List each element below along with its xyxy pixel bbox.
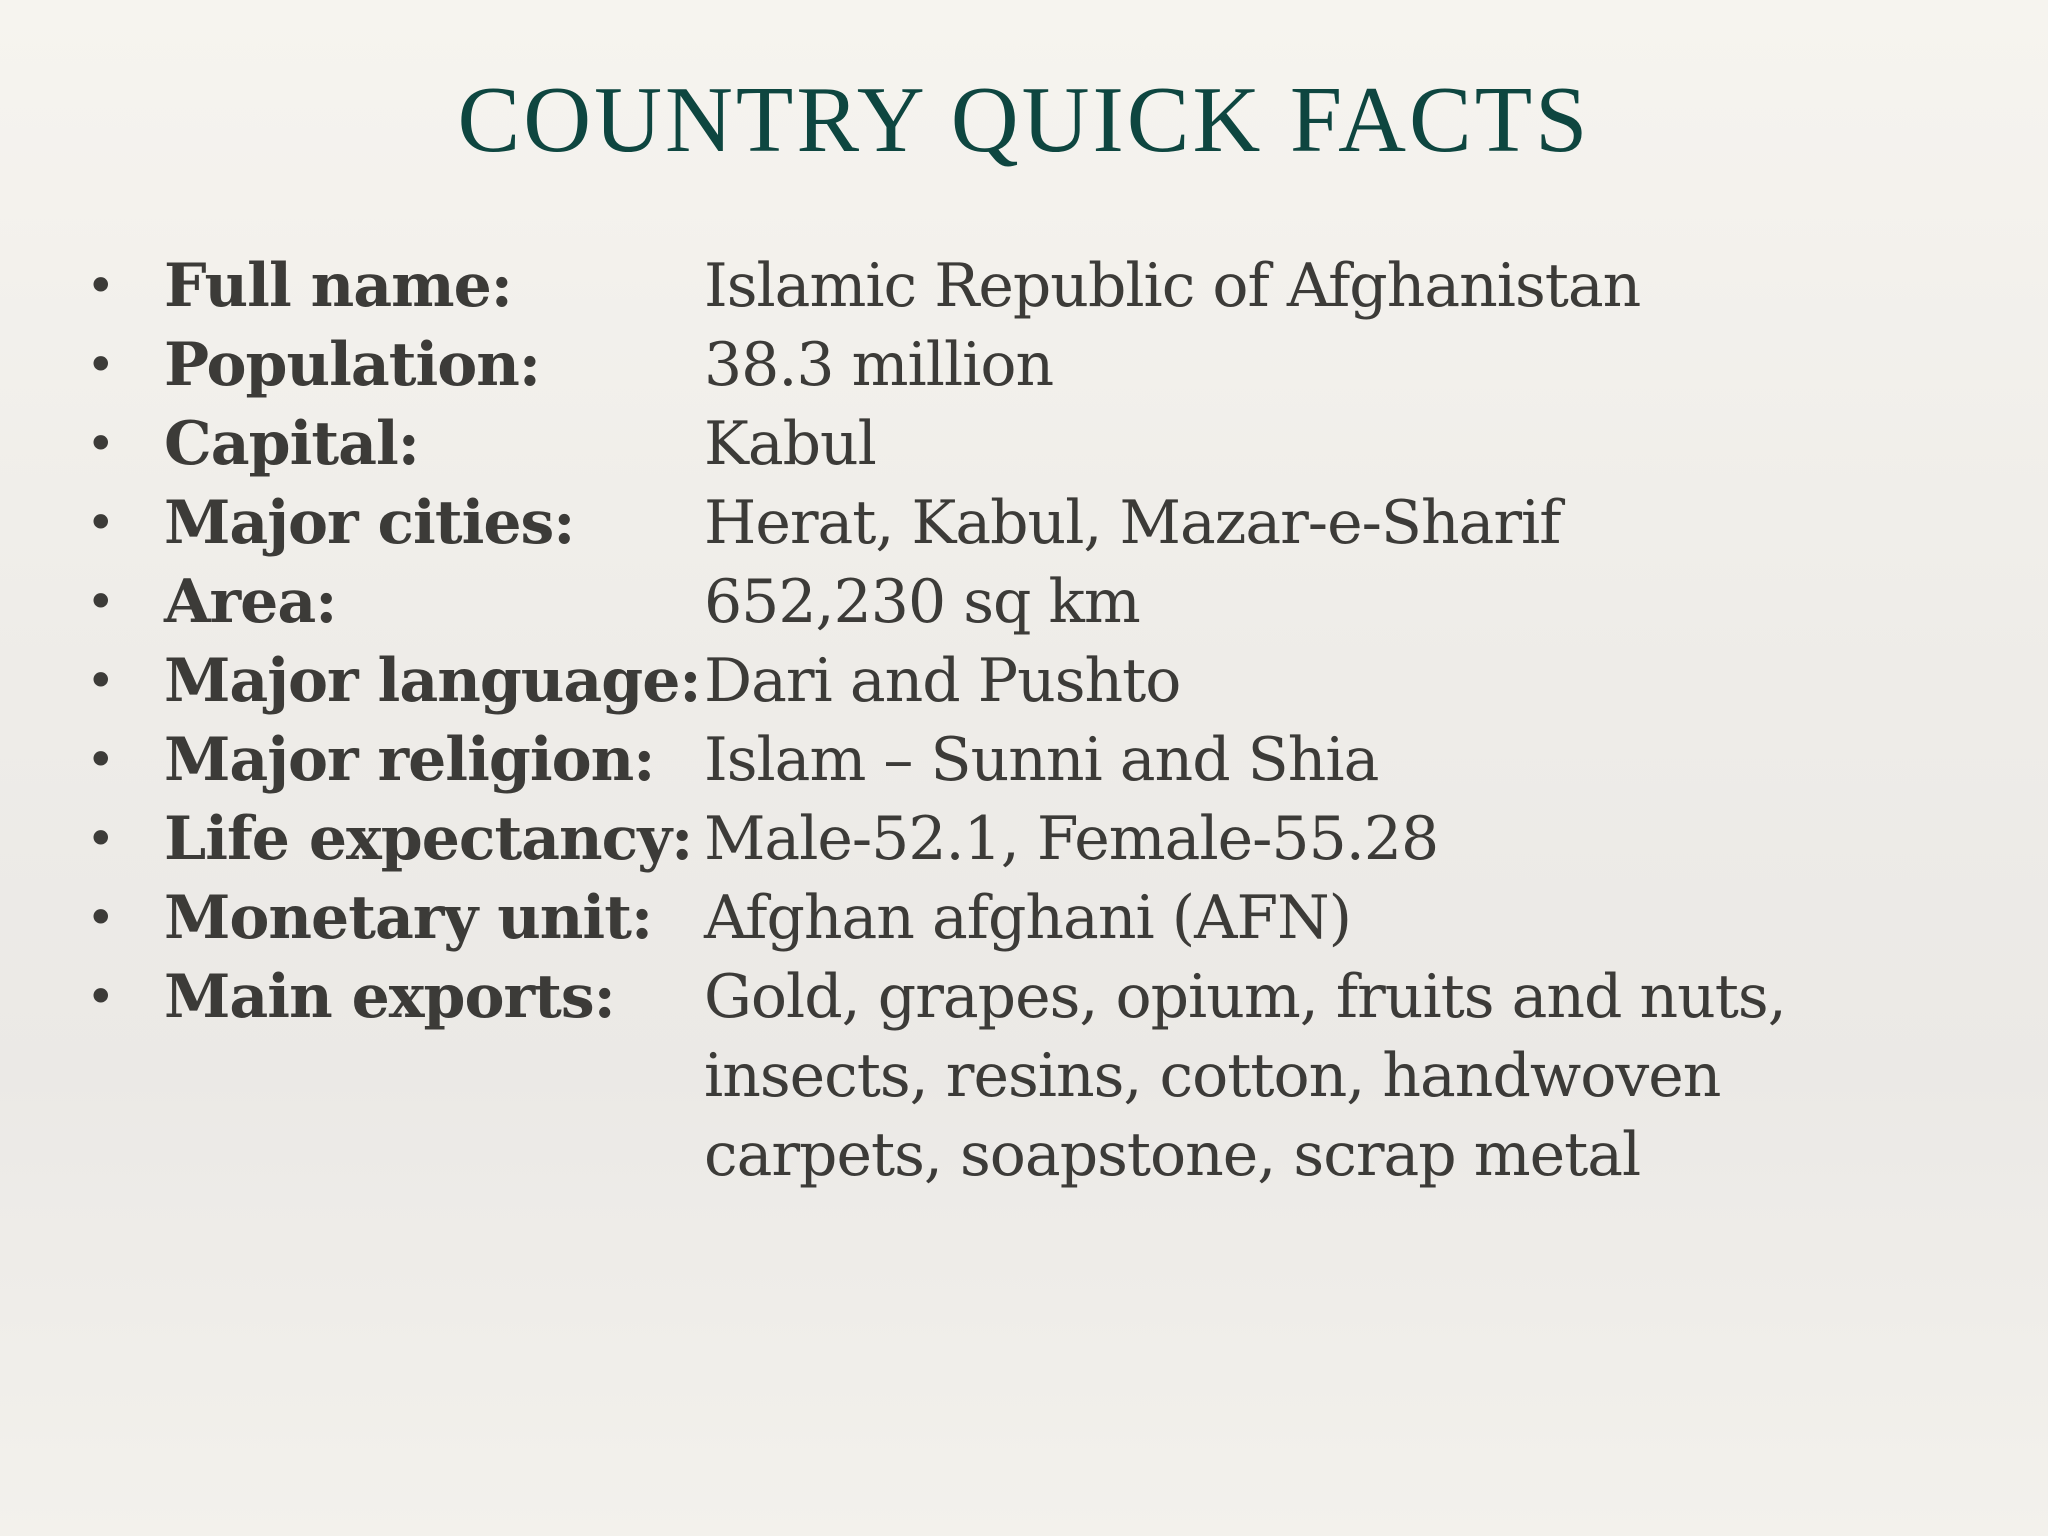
bullet-dot-icon: •: [86, 810, 116, 868]
fact-label: Full name:: [164, 251, 512, 321]
bullet-dot-icon: •: [86, 257, 116, 315]
fact-value-line: Islamic Republic of Afghanistan: [704, 251, 1641, 321]
fact-value: [704, 642, 1180, 721]
fact-label: Population:: [164, 330, 541, 400]
fact-label: Life expectancy:: [164, 804, 693, 874]
fact-value-line: Islam – Sunni and Shia: [704, 725, 1379, 795]
fact-value: [704, 326, 1053, 405]
fact-label: Capital:: [164, 409, 419, 479]
fact-capital: [80, 405, 1786, 484]
fact-value-line: Herat, Kabul, Mazar-e-Sharif: [704, 488, 1561, 558]
bullet-dot-icon: •: [86, 731, 116, 789]
fact-value-line: Kabul: [704, 409, 876, 479]
fact-major-language: [80, 642, 1786, 721]
bullet-dot-icon: •: [86, 573, 116, 631]
fact-main-exports: [80, 958, 1786, 1195]
fact-value-line: insects, resins, cotton, handwoven: [704, 1041, 1721, 1111]
fact-value-line: 652,230 sq km: [704, 567, 1140, 637]
fact-label: Monetary unit:: [164, 883, 653, 953]
fact-population: [80, 326, 1786, 405]
fact-value: [704, 800, 1438, 879]
fact-full-name: [80, 247, 1786, 326]
facts-list: [80, 247, 1786, 1195]
bullet-dot-icon: •: [86, 889, 116, 947]
fact-monetary-unit: [80, 879, 1786, 958]
slide-title: COUNTRY QUICK FACTS: [457, 68, 1591, 172]
fact-value: [704, 405, 876, 484]
bullet-dot-icon: •: [86, 652, 116, 710]
bullet-dot-icon: •: [86, 968, 116, 1026]
fact-value-line: 38.3 million: [704, 330, 1054, 400]
fact-major-cities: [80, 484, 1786, 563]
fact-area: [80, 563, 1786, 642]
fact-label: Main exports:: [164, 962, 615, 1032]
fact-major-religion: [80, 721, 1786, 800]
fact-value: [704, 958, 1786, 1195]
fact-value-line: Afghan afghani (AFN): [704, 883, 1352, 953]
fact-value: [704, 721, 1378, 800]
fact-value-line: Gold, grapes, opium, fruits and nuts,: [704, 962, 1786, 1032]
fact-label: Major cities:: [164, 488, 575, 558]
fact-value-line: Male-52.1, Female-55.28: [704, 804, 1439, 874]
fact-value-line: carpets, soapstone, scrap metal: [704, 1120, 1641, 1190]
fact-label: Major religion:: [164, 725, 655, 795]
fact-label: Area:: [164, 567, 337, 637]
bullet-dot-icon: •: [86, 415, 116, 473]
fact-value: [704, 879, 1351, 958]
fact-value: [704, 563, 1140, 642]
bullet-dot-icon: •: [86, 494, 116, 552]
fact-value: [704, 247, 1640, 326]
fact-value-line: Dari and Pushto: [704, 646, 1181, 716]
fact-label: Major language:: [164, 646, 701, 716]
fact-life-expectancy: [80, 800, 1786, 879]
bullet-dot-icon: •: [86, 336, 116, 394]
fact-value: [704, 484, 1560, 563]
